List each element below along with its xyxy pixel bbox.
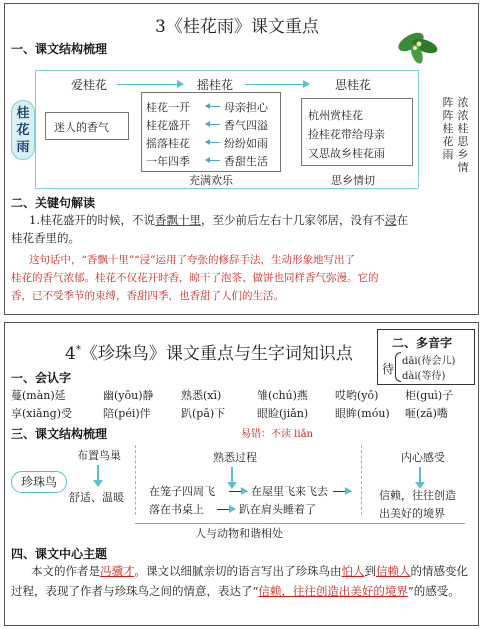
card1-title: 3《桂花雨》课文重点	[155, 17, 319, 37]
stage3-text2: 出美好的境界	[379, 507, 445, 520]
osmanthus-leaf-icon	[393, 22, 443, 66]
stage2-line1b: 在屋里飞来飞去	[251, 485, 328, 498]
divider-1	[135, 445, 136, 515]
summary-bracket	[135, 523, 465, 524]
bird-label-pill	[11, 471, 67, 493]
polyphone-char: 待	[382, 362, 395, 376]
stage2-arrow-2	[333, 491, 351, 492]
lesson4-card	[4, 322, 479, 626]
char-row1-4: 雏(chú)燕	[257, 389, 308, 402]
char-row1-1: 蔓(màn)延	[11, 389, 66, 402]
love-box	[45, 112, 129, 140]
shake-right-1: 母亲担心	[224, 101, 268, 114]
polyphone-box	[377, 329, 475, 385]
center-label: 桂花雨	[16, 106, 30, 155]
stage2-title: 熟悉过程	[213, 451, 257, 464]
shake-arrow-1	[206, 106, 220, 107]
miss-summary: 思乡情切	[331, 174, 375, 187]
frame-right-line	[418, 70, 419, 188]
stage2-arrow-3	[217, 509, 235, 510]
shake-left-4: 一年四季	[146, 155, 190, 168]
analysis-line-2: 桂花的香气浓郁。桂花不仅花开时香，晾干了泡茶、做饼也同样香气弥漫。它的	[11, 272, 379, 284]
miss-line-3: 又思故乡桂花雨	[308, 147, 385, 160]
underline-xiangpiaoshili: 香飘十里	[154, 213, 201, 227]
shake-right-4: 香甜生活	[224, 155, 268, 168]
divider-2	[361, 445, 362, 515]
miss-box	[301, 98, 413, 166]
shake-box	[141, 92, 281, 172]
center-label-pill	[11, 100, 35, 160]
header-shake: 摇桂花	[197, 78, 234, 92]
shake-left-3: 摇落桂花	[146, 137, 190, 150]
stage2-line1a: 在笼子四周飞	[149, 485, 215, 498]
polyphone-reading-2: dài(等待)	[402, 371, 446, 382]
char-row2-1: 享(xiǎng)受	[11, 407, 72, 420]
card2-section-recognize: 一、会认字	[11, 371, 72, 385]
polyphone-title: 二、多音字	[392, 336, 453, 350]
analysis-line-3: 香，已不受季节的束缚，香甜四季，也香甜了人们的生活。	[11, 290, 284, 302]
stage3-down-arrow	[419, 467, 421, 483]
key-sentence-line1: 1.桂花盛开的时候，不说香飘十里，至少前后左右十几家邻居，没有不浸在	[29, 213, 408, 227]
char-row2-3: 趴(pā)下	[181, 407, 226, 420]
header-miss: 思桂花	[335, 78, 372, 92]
char-row1-5: 哎哟(yō)	[335, 389, 379, 402]
theme-quote-2: 美好的境界	[350, 584, 408, 598]
char-row2-6: 咂(zā)嘴	[405, 407, 448, 420]
card1-section-sentence: 二、关键句解读	[11, 196, 96, 210]
theme-fear: 怕人	[341, 564, 365, 578]
char-row2-2: 陪(péi)伴	[103, 407, 151, 420]
right-col-2: 浓 浓 桂 思 乡 情	[457, 96, 469, 174]
frame-left-line	[35, 70, 36, 188]
miss-line-1: 杭州赏桂花	[308, 109, 363, 122]
stage3-title: 内心感受	[401, 451, 445, 464]
theme-quote-1: 信赖，往往创造出	[258, 584, 351, 598]
frame-bottom-line	[35, 188, 418, 189]
shake-arrow-3	[206, 142, 220, 143]
arrow-love-shake	[117, 84, 183, 85]
theme-paragraph: 本文的作者是冯骥才。课文以细腻亲切的语言写出了珍珠鸟由怕人到信赖人的情感变化过程，表现了作者与珍珠鸟之间的情意，表达了“信赖，往往创造出美好的境界”的感受。	[11, 564, 468, 598]
analysis-line-1: 这句话中，“香飘十里”“浸”运用了夸张的修辞手法，生动形象地写出了	[29, 254, 355, 266]
stage1-down-arrow	[97, 465, 99, 481]
arrow-shake-miss	[245, 84, 309, 85]
card2-title: 4*《珍珠鸟》课文重点与生字词知识点	[65, 344, 353, 364]
theme-author: 冯骥才	[100, 564, 135, 578]
lesson3-card	[4, 3, 479, 315]
char-row1-2: 幽(yōu)静	[103, 389, 154, 402]
error-note: 易错：不读 liǎn	[241, 429, 313, 440]
char-row1-3: 熟悉(xī)	[181, 389, 222, 402]
stage2-line2b: 趴在肩头睡着了	[239, 503, 316, 516]
bird-label: 珍珠鸟	[20, 475, 57, 489]
card1-section-structure: 一、课文结构梳理	[11, 42, 108, 56]
shake-summary: 充满欢乐	[189, 174, 233, 187]
card2-section-structure: 三、课文结构梳理	[11, 427, 108, 441]
miss-line-2: 捡桂花带给母亲	[308, 128, 385, 141]
header-love: 爱桂花	[71, 78, 108, 92]
char-row2-4: 眼睑(jiǎn)	[257, 407, 309, 420]
stage2-arrow-1	[229, 491, 247, 492]
card2-section-theme: 四、课文中心主题	[11, 547, 108, 561]
right-col-1: 阵 阵 桂 花 雨	[442, 96, 454, 161]
theme-trust: 信赖人	[376, 564, 411, 578]
shake-left-2: 桂花盛开	[146, 119, 190, 132]
love-box-text: 迷人的香气	[54, 121, 109, 134]
char-row2-5: 眼眸(móu)	[335, 407, 390, 420]
stage1-text: 舒适、温暖	[69, 491, 124, 504]
shake-left-1: 桂花一开	[146, 101, 190, 114]
frame-top-line	[35, 70, 418, 71]
shake-right-2: 香气四溢	[224, 119, 268, 132]
shake-arrow-2	[206, 124, 220, 125]
char-row1-6: 柜(guì)子	[405, 389, 454, 402]
shake-right-3: 纷纷如雨	[224, 137, 268, 150]
stage2-down-arrow	[231, 467, 233, 483]
underline-jin: 浸	[384, 213, 397, 227]
polyphone-reading-1: dāi(待会儿)	[402, 356, 456, 367]
stage2-line2a: 落在书桌上	[149, 503, 204, 516]
key-sentence-line2: 桂花香里的。	[11, 231, 80, 245]
brace-icon	[395, 352, 401, 382]
stage1-title: 布置鸟巢	[77, 449, 121, 462]
shake-arrow-4	[206, 160, 220, 161]
stage3-text1: 信赖，往往创造	[379, 489, 456, 502]
summary-note: 人与动物和谐相处	[195, 527, 283, 540]
